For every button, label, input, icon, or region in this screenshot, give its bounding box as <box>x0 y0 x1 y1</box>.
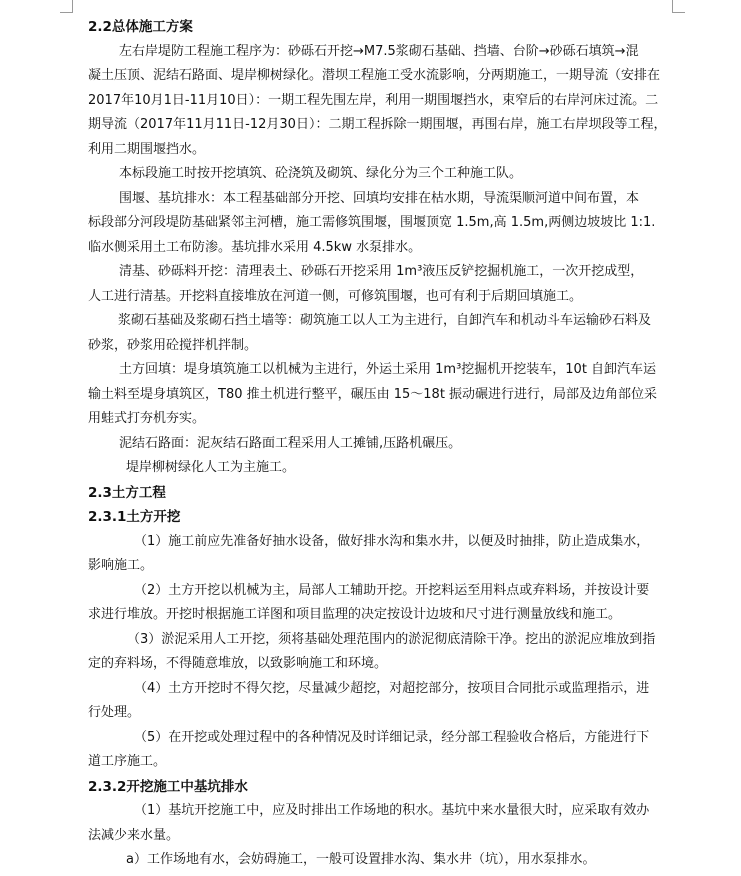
paragraph-line: 道工序施工。 <box>88 754 167 769</box>
paragraph-line: 2017年10月1日-11月10日）：一期工程先围左岸，利用一期围堰挡水，束窄后的右岸河床过流。二 <box>88 92 659 108</box>
paragraph-line: 法减少来水量。 <box>88 827 180 843</box>
paragraph-line: 期导流（2017年11月11日-12月30日）：二期工程拆除一期围堰，再围右岸，施工右岸坝段等工程， <box>88 117 667 132</box>
paragraph-line: 临水侧采用土工布防渗。基坑排水采用 4.5kw 水泵排水。 <box>88 239 422 255</box>
paragraph-line: 求进行堆放。开挖时根据施工详图和项目监理的决定按设计边坡和尺寸进行测量放线和施工。 <box>88 607 622 622</box>
paragraph-line: 本标段施工时按开挖填筑、砼浇筑及砌筑、绿化分为三个工种施工队。 <box>119 166 523 181</box>
paragraph-line: 土方回填：堤身填筑施工以机械为主进行，外运土采用 1m³挖掘机开挖装车，10t 自卸汽车运 <box>119 362 657 377</box>
section-heading: 2.3土方工程 <box>88 484 166 501</box>
paragraph-line: 影响施工。 <box>88 558 154 573</box>
section-heading: 2.2总体施工方案 <box>88 19 193 35</box>
paragraph-line: 堤岸柳树绿化人工为主施工。 <box>126 460 296 475</box>
section-heading: 2.3.2开挖施工中基坑排水 <box>88 778 248 795</box>
paragraph-line: a）工作场地有水，会妨碍施工，一般可设置排水沟、集水井（坑），用水泵排水。 <box>126 852 596 867</box>
paragraph-line: （2）土方开挖以机械为主，局部人工辅助开挖。开挖料运至用料点或弃料场，并按设计要 <box>134 582 650 598</box>
paragraph-line: 输土料至堤身填筑区，T80 推土机进行整平，碾压由 15～18t 振动碾进行进行，局部及边角部位采 <box>88 386 658 402</box>
paragraph-line: （3）淤泥采用人工开挖，须将基础处理范围内的淤泥彻底清除干净。挖出的淤泥应堆放到指 <box>127 631 656 647</box>
paragraph-line: （4）土方开挖时不得欠挖，尽量减少超挖，对超挖部分，按项目合同批示或监理指示，进 <box>134 680 650 696</box>
paragraph-line: 左右岸堤防工程施工程序为：砂砾石开挖→M7.5浆砌石基础、挡墙、台阶→砂砾石填筑→混 <box>119 43 639 59</box>
paragraph-line: （1）基坑开挖施工中，应及时排出工作场地的积水。基坑中来水量很大时，应采取有效办 <box>134 803 650 818</box>
paragraph-line: （1）施工前应先准备好抽水设备，做好排水沟和集水井，以便及时抽排，防止造成集水， <box>134 533 650 549</box>
paragraph-line: 用蛙式打夯机夯实。 <box>88 411 206 426</box>
paragraph-line: 定的弃料场，不得随意堆放，以致影响施工和环境。 <box>88 656 388 671</box>
paragraph-line: 泥结石路面：泥灰结石路面工程采用人工摊铺,压路机碾压。 <box>119 435 462 451</box>
document-body <box>88 15 690 873</box>
paragraph-line: 凝土压顶、泥结石路面、堤岸柳树绿化。潜坝工程施工受水流影响，分两期施工，一期导流（安排在 <box>88 68 661 83</box>
paragraph-line: 标段部分河段堤防基础紧邻主河槽，施工需修筑围堰，围堰顶宽 1.5m,高 1.5m,两侧边坡坡比 1:1. <box>88 215 656 230</box>
crop-mark-top-right <box>672 0 685 13</box>
paragraph-line: 围堰、基坑排水：本工程基础部分开挖、回填均安排在枯水期，导流渠顺河道中间布置，本 <box>119 190 640 206</box>
paragraph-line: 砂浆，砂浆用砼搅拌机拌制。 <box>88 337 258 353</box>
paragraph-line: 清基、砂砾料开挖：清理表土、砂砾石开挖采用 1m³液压反铲挖掘机施工，一次开挖成型， <box>119 264 644 279</box>
paragraph-line: 浆砌石基础及浆砌石挡土墙等：砌筑施工以人工为主进行，自卸汽车和机动斗车运输砂石料及 <box>118 313 652 328</box>
section-heading: 2.3.1土方开挖 <box>88 509 181 525</box>
crop-mark-top-left <box>60 0 73 13</box>
paragraph-line: 行处理。 <box>88 705 141 720</box>
paragraph-line: 人工进行清基。开挖料直接堆放在河道一侧，可修筑围堰，也可有利于后期回填施工。 <box>88 288 583 304</box>
paragraph-line: 利用二期围堰挡水。 <box>88 141 206 157</box>
paragraph-line: （5）在开挖或处理过程中的各种情况及时详细记录，经分部工程验收合格后，方能进行下 <box>134 729 650 745</box>
